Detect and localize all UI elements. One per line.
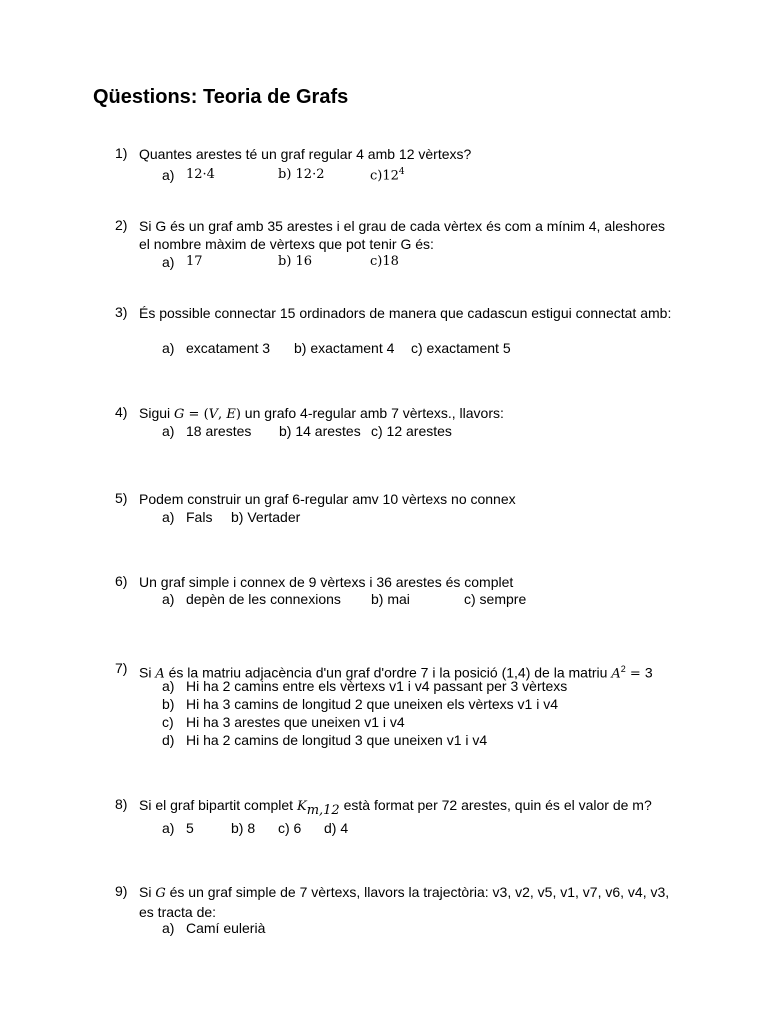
option-a-text: Fals [186, 509, 213, 525]
question-text [139, 404, 679, 424]
question-text [139, 796, 679, 820]
question-number: 3) [115, 304, 128, 320]
option-c-exponent: 4 [398, 167, 405, 177]
option-a-text: 12·4 [186, 167, 215, 182]
option-letter-a: a) [162, 167, 175, 183]
question-number: 8) [115, 796, 128, 812]
option-b-text: b) 14 arestes [279, 423, 361, 439]
option-c-text: c) 12 arestes [371, 423, 452, 439]
option-letter-a: a) [162, 678, 175, 694]
text-fragment: un grafo 4-regular amb 7 vèrtexs., llavors: [240, 405, 504, 421]
option-b-text: Hi ha 3 camins de longitud 2 que uneixen els vèrtexs v1 i v4 [186, 696, 558, 712]
option-b-text: b) exactament 4 [294, 340, 395, 356]
question-number: 4) [115, 404, 128, 420]
option-d-text: Hi ha 2 camins de longitud 3 que uneixen v1 i v4 [186, 732, 488, 748]
option-b-text: b) 12·2 [278, 167, 325, 182]
text-fragment: està format per 72 arestes, quin és el valor de m? [339, 797, 652, 813]
option-c-text: c)18 [370, 254, 399, 269]
option-letter-d: d) [162, 732, 175, 748]
option-a-text: 5 [186, 820, 194, 836]
text-fragment: Si [139, 884, 156, 900]
option-c-text [370, 167, 405, 183]
option-letter-c: c) [162, 714, 174, 730]
question-text [139, 883, 679, 921]
question-text: Un graf simple i connex de 9 vèrtexs i 36 arestes és complet [139, 574, 514, 590]
math-E: E [226, 407, 236, 422]
question-number: 5) [115, 490, 128, 506]
option-a-text: 18 arestes [186, 423, 252, 439]
option-letter-a: a) [162, 509, 175, 525]
text-fragment: Si [139, 664, 156, 681]
option-letter-a: a) [162, 423, 175, 439]
question-text: Quantes arestes té un graf regular 4 amb 12 vèrtexs? [139, 146, 472, 162]
math-G: G [155, 886, 166, 901]
text-fragment: Sigui [139, 405, 175, 421]
option-b-text: b) mai [371, 591, 410, 607]
option-b-text: b) 8 [231, 820, 256, 836]
text-fragment: 3 [644, 664, 653, 681]
option-a-text: excatament 3 [186, 340, 271, 356]
option-c-base: c)12 [370, 168, 399, 184]
text-fragment: és un graf simple de 7 vèrtexs, llavors la trajectòria: v3, v2, v5, v1, v7, v6, v4, v3, es tracta de: [139, 884, 670, 920]
option-a-text: Hi ha 2 camins entre els vèrtexs v1 i v4 passant per 3 vèrtexs [186, 678, 568, 694]
question-number: 9) [115, 883, 128, 899]
question-number: 6) [115, 573, 128, 589]
math-A: A [611, 666, 621, 682]
math-equals: = [625, 666, 645, 682]
question-number: 1) [115, 145, 128, 161]
option-letter-a: a) [162, 591, 175, 607]
option-b-text: b) Vertader [231, 509, 301, 525]
math-exponent: 2 [620, 664, 626, 674]
option-b-text: b) 16 [278, 254, 313, 269]
math-V: V [208, 407, 219, 422]
math-fragment: = ( [184, 407, 209, 422]
question-number: 2) [115, 217, 128, 233]
option-letter-a: a) [162, 920, 175, 936]
option-letter-a: a) [162, 340, 175, 356]
page-title: Qüestions: Teoria de Grafs [93, 86, 349, 108]
option-a-text: Camí eulerià [186, 920, 266, 936]
math-fragment: ) [235, 407, 241, 422]
option-c-text: Hi ha 3 arestes que uneixen v1 i v4 [186, 714, 405, 730]
option-c-text: c) sempre [464, 591, 527, 607]
math-subscript: m,12 [306, 802, 340, 818]
question-number: 7) [115, 660, 128, 676]
question-text: Si G és un graf amb 35 arestes i el grau de cada vèrtex és com a mínim 4, aleshores el nombre màxim de vèrtexs que pot tenir G és: [139, 218, 666, 252]
option-letter-a: a) [162, 820, 175, 836]
math-G: G [174, 407, 185, 422]
math-K: K [296, 799, 307, 814]
question-text: És possible connectar 15 ordinadors de manera que cadascun estigui connectat amb: [139, 305, 672, 321]
question-text: Podem construir un graf 6-regular amv 10 vèrtexs no connex [139, 491, 516, 507]
math-A: A [155, 666, 165, 682]
option-d-text: d) 4 [324, 820, 349, 836]
option-c-text: c) 6 [278, 820, 302, 836]
option-c-text: c) exactament 5 [411, 340, 511, 356]
option-a-text: depèn de les connexions [186, 591, 341, 607]
option-letter-b: b) [162, 696, 175, 712]
text-fragment: és la matriu adjacència d'un graf d'ordre 7 i la posició (1,4) de la matriu [164, 664, 612, 681]
option-letter-a: a) [162, 254, 175, 270]
math-fragment: , [218, 407, 227, 422]
text-fragment: Si el graf bipartit complet [139, 797, 297, 813]
option-a-text: 17 [186, 254, 203, 269]
